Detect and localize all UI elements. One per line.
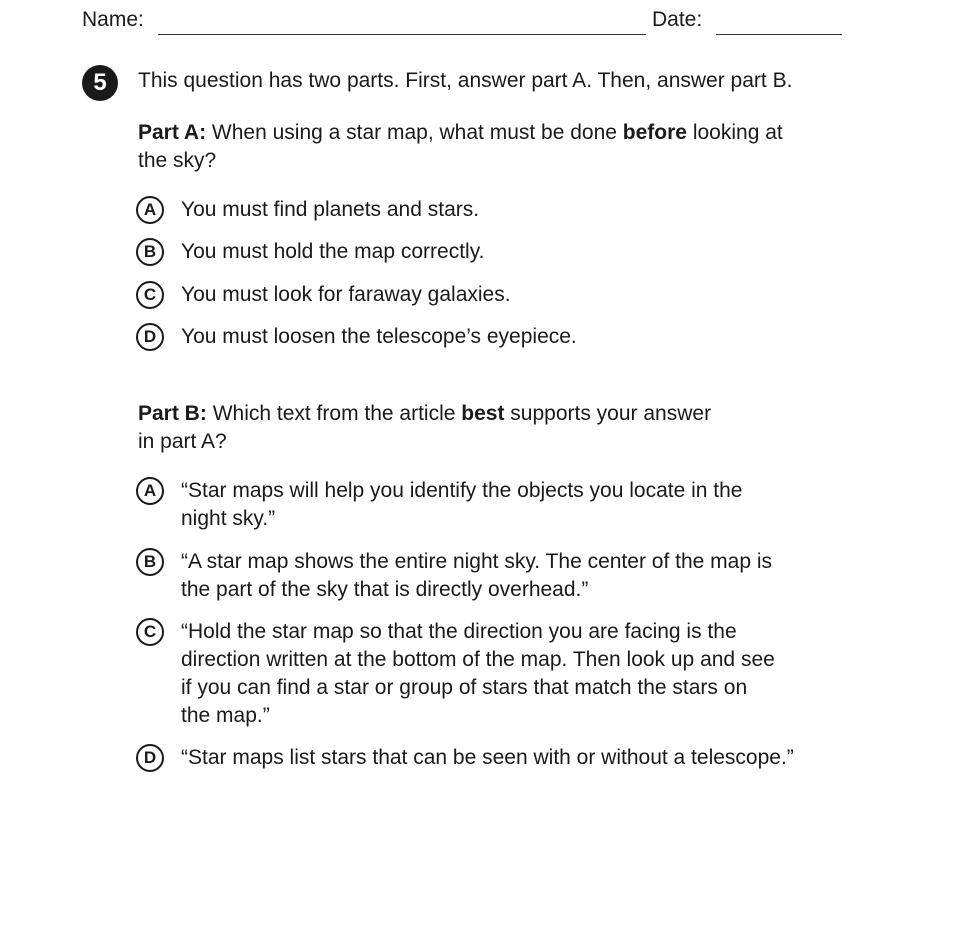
- answer-bubble-a[interactable]: A: [136, 477, 164, 505]
- answer-bubble-c[interactable]: C: [136, 281, 164, 309]
- option-text: You must look for faraway galaxies.: [181, 283, 511, 306]
- option-line: “Star maps list stars that can be seen with or without a telescope.”: [181, 746, 794, 769]
- answer-bubble-d[interactable]: D: [136, 744, 164, 772]
- option-text: You must loosen the telescope’s eyepiece.: [181, 325, 577, 348]
- option-text: You must find planets and stars.: [181, 198, 480, 221]
- part-a-prompt: [138, 119, 783, 175]
- option-line: night sky.”: [181, 507, 276, 530]
- option-line: if you can find a star or group of stars that match the stars on: [181, 676, 748, 699]
- name-field[interactable]: [158, 34, 646, 35]
- option-line: the part of the sky that is directly overhead.”: [181, 578, 589, 601]
- answer-bubble-a[interactable]: A: [136, 196, 164, 224]
- answer-bubble-c[interactable]: C: [136, 618, 164, 646]
- option-line: the map.”: [181, 704, 270, 727]
- header: [82, 6, 852, 36]
- option-text: You must hold the map correctly.: [181, 240, 485, 263]
- part-b-prompt-bold: best: [461, 402, 505, 425]
- option-line: direction written at the bottom of the map. Then look up and see: [181, 648, 775, 671]
- option-text: [181, 618, 775, 730]
- option-line: “Hold the star map so that the direction you are facing is the: [181, 620, 737, 643]
- answer-bubble-d[interactable]: D: [136, 323, 164, 351]
- part-a-prompt-text-2: looking at: [686, 121, 783, 144]
- part-a-prompt-line2: the sky?: [138, 149, 217, 172]
- part-b-label: Part B:: [138, 402, 207, 425]
- name-label: Name:: [82, 8, 144, 31]
- part-b-prompt: [138, 400, 711, 456]
- part-a-label: Part A:: [138, 121, 207, 144]
- answer-bubble-b[interactable]: B: [136, 548, 164, 576]
- date-field[interactable]: [716, 34, 842, 35]
- part-a-prompt-bold: before: [622, 121, 687, 144]
- date-label: Date:: [652, 8, 703, 31]
- part-a-prompt-text-1: When using a star map, what must be done: [206, 121, 623, 144]
- answer-bubble-b[interactable]: B: [136, 238, 164, 266]
- question-intro: This question has two parts. First, answer part A. Then, answer part B.: [138, 69, 793, 92]
- option-text: [181, 477, 742, 533]
- question-number: 5: [82, 65, 118, 101]
- option-text: [181, 548, 772, 604]
- part-b-prompt-line2: in part A?: [138, 430, 227, 453]
- option-line: “A star map shows the entire night sky. The center of the map is: [181, 550, 773, 573]
- part-b-prompt-text-2: supports your answer: [504, 402, 712, 425]
- option-line: “Star maps will help you identify the objects you locate in the: [181, 479, 743, 502]
- part-b-prompt-text-1: Which text from the article: [206, 402, 462, 425]
- option-text: [181, 744, 794, 772]
